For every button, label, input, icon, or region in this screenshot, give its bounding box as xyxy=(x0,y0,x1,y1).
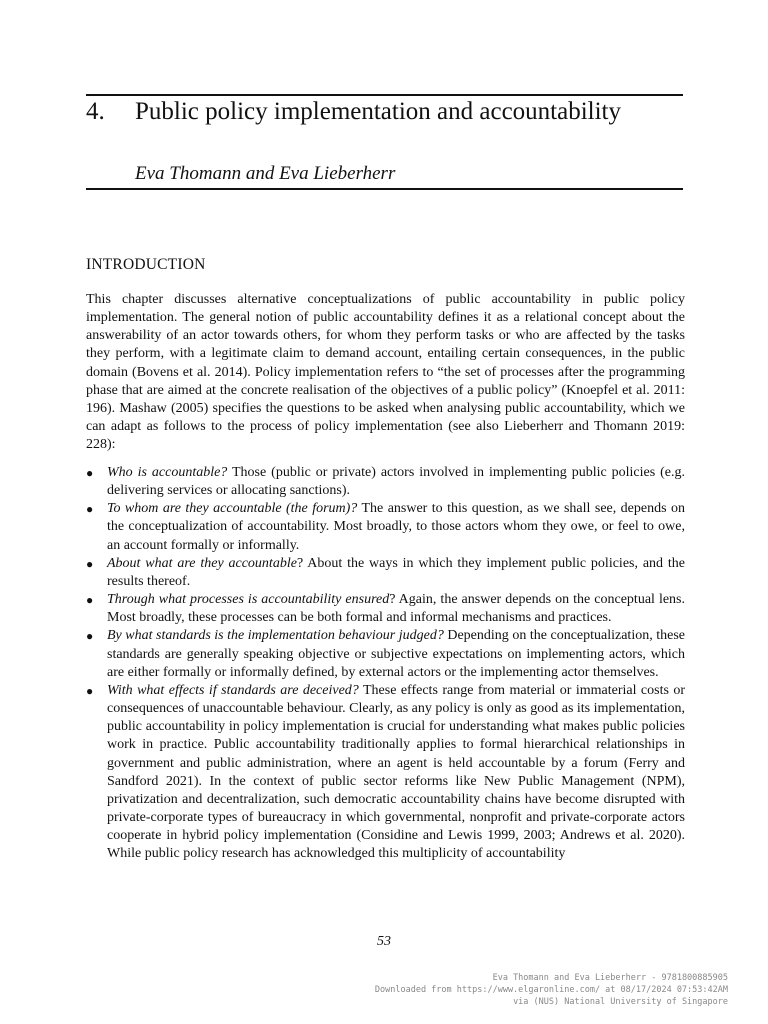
bullet-text: These effects range from material or immaterial costs or consequences of unaccountable behaviour. Clearly, as any policy is only as good as its implementation, public accountability in policy implementation is crucial for understanding what makes public policies work in practice. Public accountability traditionally applies to formal hierarchical relationships in government and public administration, where an agent is held accountable by a forum (Ferry and Sandford 2021). In the context of public sector reforms like New Public Management (NPM), privatization and decentralization, such democratic accountability chains have become disrupted with private-corporate types of bureaucracy in which governmental, nonprofit and private-corporate actors cooperate in hybrid policy implementation (Considine and Lewis 1999, 2003; Andrews et al. 2020). While public policy research has acknowledged this multiplicity of accountability xyxy=(107,682,685,862)
chapter-authors: Eva Thomann and Eva Lieberherr xyxy=(135,163,396,184)
section-heading: INTRODUCTION xyxy=(86,256,206,273)
page-number: 53 xyxy=(377,934,391,949)
bullet-question: Through what processes is accountability ensured xyxy=(107,592,390,608)
question-list xyxy=(86,464,685,863)
intro-paragraph: This chapter discusses alternative conceptualizations of public accountability in public policy implementation. The general notion of public accountability defines it as a relational concept about the answerability of an actor towards others, for whom they perform tasks or who are affected by the tasks they perform, with a legitimate claim to demand account, entailing certain consequences, in the public domain (Bovens et al. 2014). Policy implementation refers to “the set of processes after the programming phase that are aimed at the concrete realisation of the objectives of a public policy” (Knoepfel et al. 2011: 196). Mashaw (2005) specifies the questions to be asked when analysing public accountability, which we can adapt as follows to the process of policy implementation (see also Lieberherr and Thomann 2019: 228): xyxy=(86,292,685,453)
footer-line: via (NUS) National University of Singapore xyxy=(513,997,728,1007)
bullet-icon: ● xyxy=(86,466,94,480)
bullet-question: Who is accountable? xyxy=(107,465,228,480)
list-item xyxy=(86,500,685,554)
list-item xyxy=(86,591,685,627)
bullet-icon: ● xyxy=(86,593,94,608)
chapter-number: 4. xyxy=(86,98,105,125)
list-item xyxy=(86,682,685,864)
bullet-icon: ● xyxy=(86,556,94,571)
bullet-question: To whom are they accountable (the forum)? xyxy=(107,501,358,517)
list-item xyxy=(86,555,685,591)
list-item xyxy=(86,464,685,500)
bullet-text: ? Again, the answer depends on the conceptual lens. Most broadly, these processes can be both formal and informal mechanisms and practices. xyxy=(107,592,685,626)
bullet-icon: ● xyxy=(86,683,94,698)
footer-line: Eva Thomann and Eva Lieberherr - 9781800885905 xyxy=(492,973,728,983)
bullet-text: Depending on the conceptualization, these standards are generally speaking objective or subjective expectations on implementing actors, which are either formally or informally defined, by external actors or the implementing actor themselves. xyxy=(107,628,685,680)
bullet-question: About what are they accountable xyxy=(107,555,297,571)
bullet-icon: ● xyxy=(86,629,94,644)
bullet-text: Those (public or private) actors involved in implementing public policies (e.g. delivering services or allocating sanctions). xyxy=(107,465,685,499)
chapter-bottom-rule xyxy=(86,188,683,190)
footer-line: Downloaded from https://www.elgaronline.com/ at 08/17/2024 07:53:42AM xyxy=(374,985,728,995)
bullet-text: The answer to this question, as we shall see, depends on the conceptualization of accountability. Most broadly, to those actors whom they owe, or feel to owe, an account formally or informally. xyxy=(107,501,685,553)
bullet-text: ? About the ways in which they implement public policies, and the results thereof. xyxy=(107,555,685,589)
bullet-question: With what effects if standards are deceived? xyxy=(107,682,359,698)
list-item xyxy=(86,627,685,681)
bullet-question: By what standards is the implementation behaviour judged? xyxy=(107,628,444,644)
bullet-icon: ● xyxy=(86,502,94,517)
download-footer xyxy=(375,972,728,1008)
chapter-title: Public policy implementation and accountability xyxy=(135,98,621,125)
